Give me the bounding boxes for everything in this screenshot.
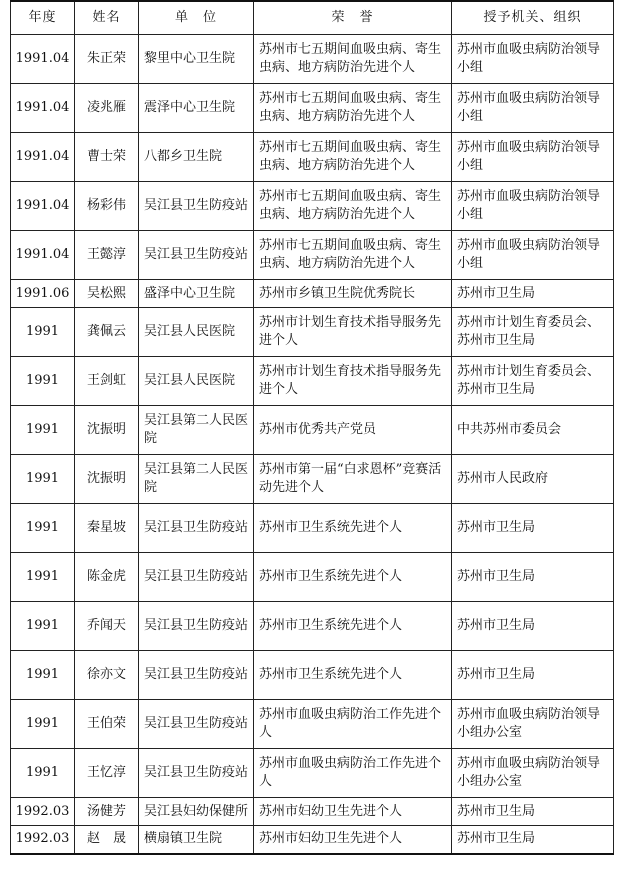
cell-name: 王忆淳: [75, 749, 139, 798]
cell-org: 苏州市卫生局: [452, 504, 614, 553]
cell-name: 王剑虹: [75, 357, 139, 406]
cell-name: 龚佩云: [75, 308, 139, 357]
cell-year: 1991: [11, 308, 75, 357]
cell-unit: 吴江县卫生防疫站: [139, 231, 254, 280]
cell-org: 苏州市卫生局: [452, 602, 614, 651]
cell-org: 中共苏州市委员会: [452, 406, 614, 455]
cell-name: 朱正荣: [75, 35, 139, 84]
cell-unit: 八都乡卫生院: [139, 133, 254, 182]
cell-honor: 苏州市卫生系统先进个人: [254, 651, 452, 700]
cell-year: 1991: [11, 406, 75, 455]
cell-year: 1991: [11, 749, 75, 798]
table-row: [11, 826, 614, 854]
cell-unit: 吴江县第二人民医院: [139, 406, 254, 455]
cell-year: 1991: [11, 651, 75, 700]
header-unit: 单 位: [139, 1, 254, 35]
cell-name: 陈金虎: [75, 553, 139, 602]
table-row: [11, 798, 614, 826]
cell-org: 苏州市计划生育委员会、苏州市卫生局: [452, 357, 614, 406]
cell-org: 苏州市卫生局: [452, 553, 614, 602]
cell-honor: 苏州市计划生育技术指导服务先进个人: [254, 357, 452, 406]
header-row: [11, 1, 614, 35]
cell-honor: 苏州市妇幼卫生先进个人: [254, 826, 452, 854]
cell-name: 沈振明: [75, 455, 139, 504]
table-row: [11, 553, 614, 602]
table-row: [11, 280, 614, 308]
cell-name: 吴松熙: [75, 280, 139, 308]
header-honor: 荣 誉: [254, 1, 452, 35]
cell-name: 沈振明: [75, 406, 139, 455]
cell-unit: 吴江县卫生防疫站: [139, 182, 254, 231]
cell-unit: 吴江县卫生防疫站: [139, 700, 254, 749]
table-row: [11, 504, 614, 553]
cell-year: 1991.04: [11, 133, 75, 182]
cell-name: 乔闻天: [75, 602, 139, 651]
table-row: [11, 308, 614, 357]
cell-org: 苏州市血吸虫病防治领导小组: [452, 133, 614, 182]
cell-year: 1991: [11, 357, 75, 406]
cell-year: 1991: [11, 504, 75, 553]
cell-unit: 吴江县卫生防疫站: [139, 651, 254, 700]
cell-year: 1991: [11, 455, 75, 504]
cell-year: 1991: [11, 553, 75, 602]
cell-honor: 苏州市血吸虫病防治工作先进个人: [254, 749, 452, 798]
cell-name: 赵 晟: [75, 826, 139, 854]
cell-org: 苏州市卫生局: [452, 651, 614, 700]
cell-unit: 黎里中心卫生院: [139, 35, 254, 84]
table-row: [11, 357, 614, 406]
table-row: [11, 602, 614, 651]
cell-unit: 吴江县卫生防疫站: [139, 504, 254, 553]
cell-org: 苏州市血吸虫病防治领导小组: [452, 231, 614, 280]
cell-unit: 吴江县卫生防疫站: [139, 553, 254, 602]
cell-name: 王懿淳: [75, 231, 139, 280]
table-row: [11, 700, 614, 749]
cell-org: 苏州市计划生育委员会、苏州市卫生局: [452, 308, 614, 357]
cell-honor: 苏州市七五期间血吸虫病、寄生虫病、地方病防治先进个人: [254, 133, 452, 182]
cell-honor: 苏州市妇幼卫生先进个人: [254, 798, 452, 826]
cell-honor: 苏州市七五期间血吸虫病、寄生虫病、地方病防治先进个人: [254, 231, 452, 280]
cell-year: 1991.04: [11, 35, 75, 84]
cell-unit: 吴江县人民医院: [139, 357, 254, 406]
header-year: 年度: [11, 1, 75, 35]
cell-name: 汤健芳: [75, 798, 139, 826]
honors-table: [10, 0, 614, 855]
cell-org: 苏州市人民政府: [452, 455, 614, 504]
cell-name: 杨彩伟: [75, 182, 139, 231]
cell-honor: 苏州市优秀共产党员: [254, 406, 452, 455]
cell-org: 苏州市卫生局: [452, 280, 614, 308]
cell-org: 苏州市血吸虫病防治领导小组: [452, 182, 614, 231]
cell-org: 苏州市血吸虫病防治领导小组: [452, 35, 614, 84]
table-row: [11, 84, 614, 133]
cell-org: 苏州市血吸虫病防治领导小组办公室: [452, 700, 614, 749]
cell-honor: 苏州市卫生系统先进个人: [254, 504, 452, 553]
cell-name: 徐亦文: [75, 651, 139, 700]
cell-unit: 震泽中心卫生院: [139, 84, 254, 133]
honors-table-page: [10, 0, 613, 855]
cell-unit: 吴江县卫生防疫站: [139, 602, 254, 651]
table-row: [11, 749, 614, 798]
table-row: [11, 406, 614, 455]
cell-honor: 苏州市血吸虫病防治工作先进个人: [254, 700, 452, 749]
cell-org: 苏州市血吸虫病防治领导小组: [452, 84, 614, 133]
cell-year: 1991.04: [11, 231, 75, 280]
cell-name: 凌兆雁: [75, 84, 139, 133]
cell-year: 1991.04: [11, 182, 75, 231]
cell-unit: 吴江县妇幼保健所: [139, 798, 254, 826]
table-row: [11, 182, 614, 231]
cell-year: 1991.04: [11, 84, 75, 133]
table-row: [11, 35, 614, 84]
header-org: 授予机关、组织: [452, 1, 614, 35]
cell-org: 苏州市卫生局: [452, 798, 614, 826]
cell-org: 苏州市卫生局: [452, 826, 614, 854]
cell-honor: 苏州市七五期间血吸虫病、寄生虫病、地方病防治先进个人: [254, 84, 452, 133]
table-row: [11, 651, 614, 700]
cell-honor: 苏州市第一届“白求恩杯”竞赛活动先进个人: [254, 455, 452, 504]
cell-unit: 吴江县人民医院: [139, 308, 254, 357]
cell-unit: 吴江县卫生防疫站: [139, 749, 254, 798]
cell-name: 秦星坡: [75, 504, 139, 553]
table-row: [11, 231, 614, 280]
table-row: [11, 133, 614, 182]
cell-honor: 苏州市七五期间血吸虫病、寄生虫病、地方病防治先进个人: [254, 35, 452, 84]
cell-honor: 苏州市七五期间血吸虫病、寄生虫病、地方病防治先进个人: [254, 182, 452, 231]
cell-unit: 吴江县第二人民医院: [139, 455, 254, 504]
cell-honor: 苏州市卫生系统先进个人: [254, 602, 452, 651]
cell-org: 苏州市血吸虫病防治领导小组办公室: [452, 749, 614, 798]
cell-year: 1991.06: [11, 280, 75, 308]
cell-honor: 苏州市乡镇卫生院优秀院长: [254, 280, 452, 308]
cell-year: 1991: [11, 700, 75, 749]
cell-year: 1991: [11, 602, 75, 651]
cell-honor: 苏州市卫生系统先进个人: [254, 553, 452, 602]
table-body: [11, 35, 614, 854]
cell-unit: 盛泽中心卫生院: [139, 280, 254, 308]
cell-name: 王伯荣: [75, 700, 139, 749]
cell-year: 1992.03: [11, 798, 75, 826]
header-name: 姓名: [75, 1, 139, 35]
cell-name: 曹士荣: [75, 133, 139, 182]
cell-unit: 横扇镇卫生院: [139, 826, 254, 854]
cell-honor: 苏州市计划生育技术指导服务先进个人: [254, 308, 452, 357]
cell-year: 1992.03: [11, 826, 75, 854]
table-row: [11, 455, 614, 504]
